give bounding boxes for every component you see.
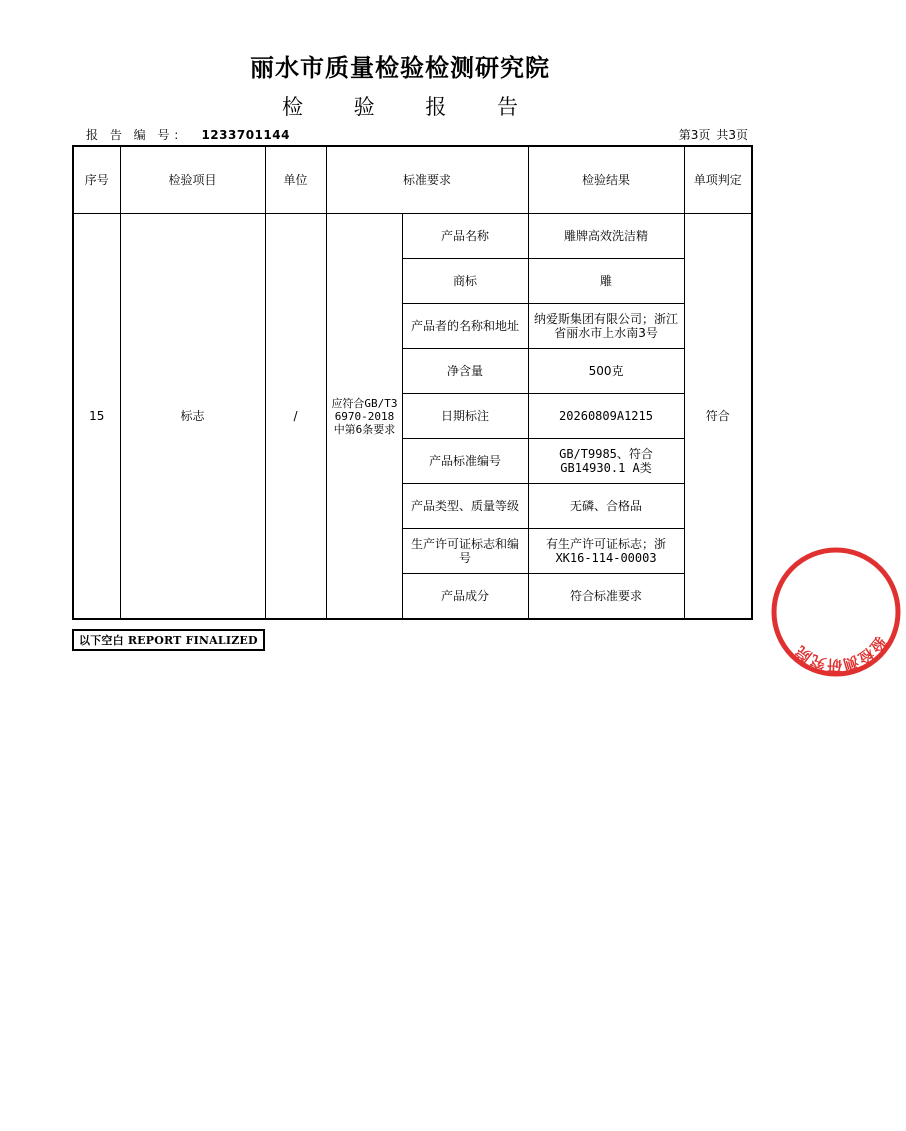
table-row (73, 214, 752, 259)
column-header: 序号 (73, 146, 120, 214)
column-header: 单位 (265, 146, 326, 214)
sub-item-result: 纳爱斯集团有限公司；浙江省丽水市上水南3号 (528, 304, 684, 349)
column-header: 标准要求 (326, 146, 528, 214)
sub-item-result: 符合标准要求 (528, 574, 684, 620)
standard-cell (326, 214, 402, 620)
report-number (86, 126, 290, 143)
sub-item-result: 雕 (528, 259, 684, 304)
page-current: 第3页 (678, 128, 711, 142)
column-header: 单项判定 (684, 146, 752, 214)
sub-item-label: 产品者的名称和地址 (402, 304, 528, 349)
verdict-cell: 符合 (684, 214, 752, 620)
sub-item-result: 20260809A1215 (528, 394, 684, 439)
sub-item-label: 商标 (402, 259, 528, 304)
sub-item-result: 无磷、合格品 (528, 484, 684, 529)
sub-item-label: 产品类型、质量等级 (402, 484, 528, 529)
sub-item-result: 有生产许可证标志；浙XK16-114-00003 (528, 529, 684, 574)
column-header: 检验项目 (120, 146, 265, 214)
sub-item-label: 日期标注 (402, 394, 528, 439)
organization-title: 丽水市质量检验检测研究院 (250, 54, 550, 82)
sub-item-label: 产品名称 (402, 214, 528, 259)
sub-item-result: GB/T9985、符合GB14930.1 A类 (528, 439, 684, 484)
page-total: 共3页 (716, 128, 748, 142)
column-header: 检验结果 (528, 146, 684, 214)
sub-item-result: 500克 (528, 349, 684, 394)
inspection-table (72, 145, 753, 620)
item-cell: 标志 (120, 214, 265, 620)
standard-text: 应符合GB/T36970-2018中第6条要求 (331, 396, 398, 436)
seal-ring (774, 550, 898, 674)
sub-item-label: 生产许可证标志和编号 (402, 529, 528, 574)
sub-item-result: 雕牌高效洗洁精 (528, 214, 684, 259)
official-seal-icon (766, 542, 906, 682)
table-header-row (73, 146, 752, 214)
sub-item-label: 产品成分 (402, 574, 528, 620)
sub-item-label: 净含量 (402, 349, 528, 394)
seq-cell: 15 (73, 214, 120, 620)
page-indicator (679, 126, 748, 143)
report-title: 检 验 报 告 (281, 95, 541, 119)
sub-item-label: 产品标准编号 (402, 439, 528, 484)
report-number-value: 1233701144 (201, 128, 290, 142)
seal-text: 验检测研究院 (792, 633, 890, 675)
unit-cell: / (265, 214, 326, 620)
report-finalized-stamp: 以下空白 REPORT FINALIZED (72, 629, 265, 651)
report-number-label: 报 告 编 号： (86, 128, 190, 142)
